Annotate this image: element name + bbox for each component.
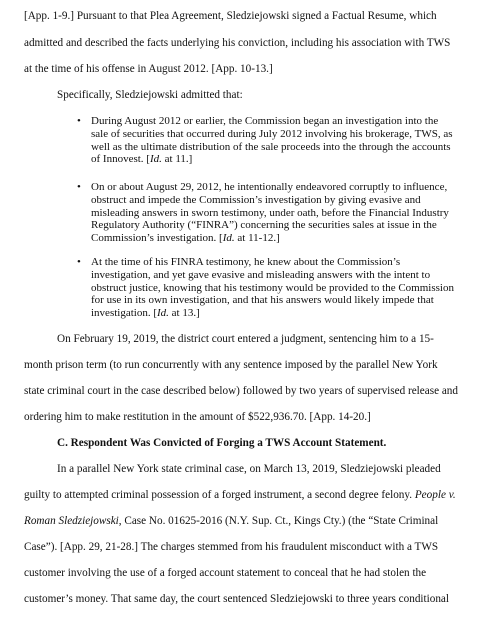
para4-line1: In a parallel New York state criminal case, on March 13, 2019, Sledziejowski pleaded xyxy=(57,463,441,475)
para1-line3: at the time of his offense in August 2012. [App. 10-13.] xyxy=(24,63,273,75)
bullet-line-last: investigation. [Id. at 13.] xyxy=(91,307,200,320)
bullet-line: investigation, and yet gave evasive and misleading answers with the intent to xyxy=(91,268,431,281)
bullet-line: sale of securities that occurred during July 2012 involving his brokerage, TWS, as xyxy=(91,127,453,140)
para4-line2: guilty to attempted criminal possession of a forged instrument, a second degree felony. People v. xyxy=(24,489,456,501)
bullet-line: obstruct and impede the Commission’s investigation by giving evasive and xyxy=(91,193,421,206)
bullet-item-2 xyxy=(77,181,463,245)
para3-line3: state criminal court in the case described below) followed by two years of supervised release and xyxy=(24,385,458,397)
bullet-item-1 xyxy=(77,115,463,166)
para1-line1: [App. 1-9.] Pursuant to that Plea Agreement, Sledziejowski signed a Factual Resume, which xyxy=(24,10,437,22)
bullet-line: for use in its own investigation, and that his answers would likely impede that xyxy=(91,294,434,307)
bullet-icon: • xyxy=(77,181,81,193)
para1-line2: admitted and described the facts underlying his conviction, including his association with TWS xyxy=(24,37,451,49)
bullet-line: During August 2012 or earlier, the Commission began an investigation into the xyxy=(91,115,439,127)
para4-line6: customer’s money. That same day, the court sentenced Sledziejowski to three years conditional xyxy=(24,593,449,605)
bullet-line-last: of Innovest. [Id. at 11.] xyxy=(91,153,193,166)
para4-line4: Case”). [App. 29, 21-28.] The charges stemmed from his fraudulent misconduct with a TWS xyxy=(24,541,439,553)
bullet-line: At the time of his FINRA testimony, he knew about the Commission’s xyxy=(91,256,401,268)
para3-line4: ordering him to make restitution in the amount of $522,936.70. [App. 14-20.] xyxy=(24,411,371,423)
bullet-line-last: Commission’s investigation. [Id. at 11-12.] xyxy=(91,232,280,245)
bullet-line: obstruct justice, knowing that his testimony would be provided to the Commission xyxy=(91,281,454,294)
bullet-line: well as the ultimate distribution of the sale proceeds into the through the accounts xyxy=(91,140,451,153)
bullet-icon: • xyxy=(77,115,81,127)
para3-line1: On February 19, 2019, the district court entered a judgment, sentencing him to a 15- xyxy=(57,333,434,345)
bullet-line: On or about August 29, 2012, he intentionally endeavored corruptly to influence, xyxy=(91,181,448,193)
para4-line3: Roman Sledziejowski, Case No. 01625-2016 (N.Y. Sup. Ct., Kings Cty.) (the “State Criminal xyxy=(24,515,439,527)
bullet-line: Regulatory Authority (“FINRA”) concerning the securities sales at issue in the xyxy=(91,219,437,232)
section-heading: C. Respondent Was Convicted of Forging a TWS Account Statement. xyxy=(57,437,387,449)
bullet-line: misleading answers in sworn testimony, under oath, before the Financial Industry xyxy=(91,206,449,219)
para4-line5: customer involving the use of a forged account statement to conceal that he had stolen the xyxy=(24,567,427,579)
bullet-icon: • xyxy=(77,256,81,268)
bullet-item-3 xyxy=(77,256,463,320)
para2-text: Specifically, Sledziejowski admitted that: xyxy=(57,89,243,101)
para3-line2: month prison term (to run concurrently with any sentence imposed by the parallel New York xyxy=(24,359,438,371)
